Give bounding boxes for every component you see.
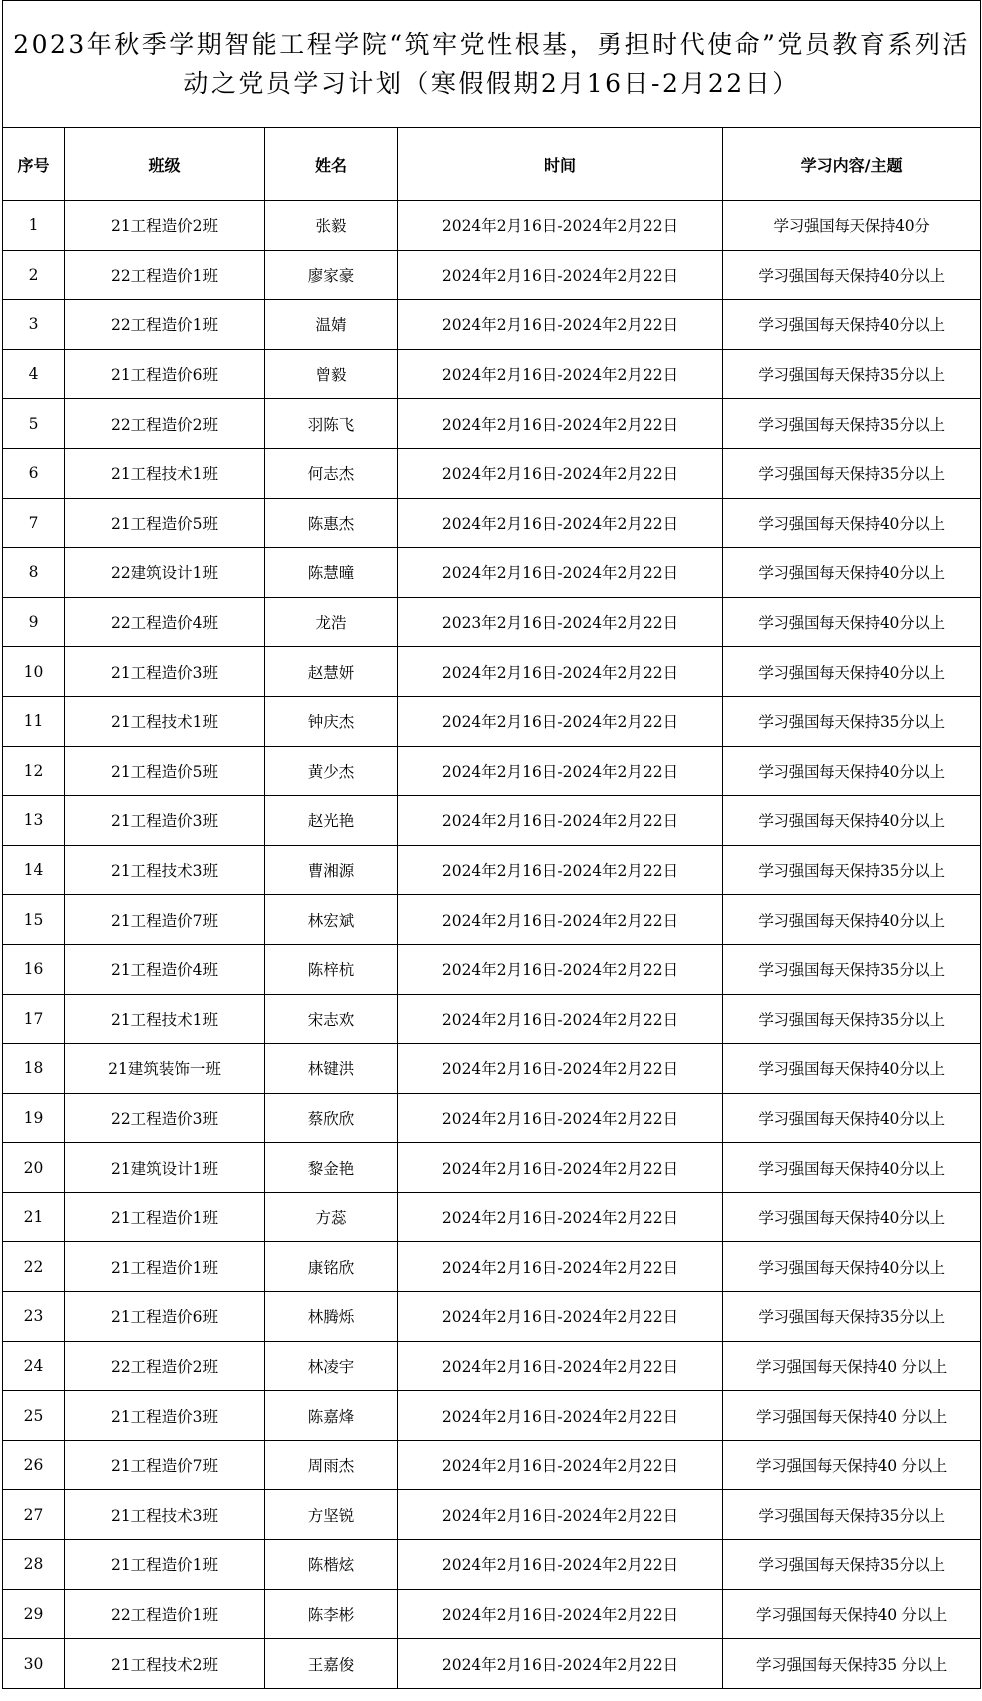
cell-class: 22工程造价1班: [65, 300, 265, 350]
column-header-no: 序号: [3, 128, 65, 201]
table-row: [3, 1044, 981, 1094]
cell-topic: 学习强国每天保持40分以上: [723, 548, 981, 598]
table-row: [3, 1143, 981, 1193]
cell-topic: 学习强国每天保持35分以上: [723, 1292, 981, 1342]
cell-name: 赵慧妍: [265, 647, 398, 697]
cell-topic: 学习强国每天保持40分: [723, 201, 981, 251]
cell-topic: 学习强国每天保持40分以上: [723, 647, 981, 697]
cell-no: 9: [3, 597, 65, 647]
study-plan-table: [2, 0, 981, 1689]
cell-topic: 学习强国每天保持40分以上: [723, 1242, 981, 1292]
cell-class: 21工程技术1班: [65, 696, 265, 746]
table-row: [3, 597, 981, 647]
cell-name: 林凌宇: [265, 1341, 398, 1391]
cell-time: 2024年2月16日-2024年2月22日: [398, 944, 723, 994]
cell-name: 陈梓杭: [265, 944, 398, 994]
cell-time: 2024年2月16日-2024年2月22日: [398, 1292, 723, 1342]
cell-topic: 学习强国每天保持35分以上: [723, 448, 981, 498]
cell-class: 21工程造价1班: [65, 1540, 265, 1590]
table-row: [3, 1192, 981, 1242]
column-header-topic: 学习内容/主题: [723, 128, 981, 201]
table-row: [3, 448, 981, 498]
cell-name: 赵光艳: [265, 796, 398, 846]
cell-topic: 学习强国每天保持35分以上: [723, 1540, 981, 1590]
cell-no: 30: [3, 1639, 65, 1689]
cell-topic: 学习强国每天保持35分以上: [723, 1490, 981, 1540]
cell-topic: 学习强国每天保持40分以上: [723, 1143, 981, 1193]
cell-class: 21工程技术3班: [65, 845, 265, 895]
cell-class: 21工程技术1班: [65, 994, 265, 1044]
cell-name: 陈李彬: [265, 1589, 398, 1639]
cell-topic: 学习强国每天保持40分以上: [723, 895, 981, 945]
table-row: [3, 201, 981, 251]
cell-time: 2024年2月16日-2024年2月22日: [398, 448, 723, 498]
cell-time: 2024年2月16日-2024年2月22日: [398, 349, 723, 399]
cell-no: 21: [3, 1192, 65, 1242]
table-row: [3, 696, 981, 746]
cell-name: 曾毅: [265, 349, 398, 399]
cell-topic: 学习强国每天保持35分以上: [723, 399, 981, 449]
cell-class: 21工程造价1班: [65, 1192, 265, 1242]
cell-no: 26: [3, 1440, 65, 1490]
cell-no: 19: [3, 1093, 65, 1143]
cell-class: 22工程造价4班: [65, 597, 265, 647]
cell-class: 21工程造价5班: [65, 498, 265, 548]
cell-time: 2024年2月16日-2024年2月22日: [398, 1440, 723, 1490]
table-row: [3, 1490, 981, 1540]
column-header-time: 时间: [398, 128, 723, 201]
cell-name: 廖家豪: [265, 250, 398, 300]
cell-topic: 学习强国每天保持35分以上: [723, 944, 981, 994]
cell-time: 2024年2月16日-2024年2月22日: [398, 201, 723, 251]
cell-name: 方蕊: [265, 1192, 398, 1242]
cell-class: 22工程造价1班: [65, 1589, 265, 1639]
table-row: [3, 548, 981, 598]
cell-topic: 学习强国每天保持40 分以上: [723, 1391, 981, 1441]
cell-time: 2024年2月16日-2024年2月22日: [398, 1490, 723, 1540]
cell-name: 王嘉俊: [265, 1639, 398, 1689]
cell-time: 2024年2月16日-2024年2月22日: [398, 1192, 723, 1242]
cell-time: 2024年2月16日-2024年2月22日: [398, 1540, 723, 1590]
table-row: [3, 1540, 981, 1590]
table-row: [3, 1589, 981, 1639]
cell-no: 12: [3, 746, 65, 796]
table-row: [3, 1639, 981, 1689]
cell-class: 21工程造价1班: [65, 1242, 265, 1292]
cell-no: 10: [3, 647, 65, 697]
cell-class: 21工程造价3班: [65, 647, 265, 697]
cell-time: 2024年2月16日-2024年2月22日: [398, 1341, 723, 1391]
cell-time: 2024年2月16日-2024年2月22日: [398, 548, 723, 598]
table-row: [3, 944, 981, 994]
table-row: [3, 349, 981, 399]
cell-name: 张毅: [265, 201, 398, 251]
cell-topic: 学习强国每天保持40分以上: [723, 250, 981, 300]
table-row: [3, 746, 981, 796]
cell-no: 27: [3, 1490, 65, 1540]
cell-time: 2024年2月16日-2024年2月22日: [398, 994, 723, 1044]
cell-name: 康铭欣: [265, 1242, 398, 1292]
cell-class: 22工程造价3班: [65, 1093, 265, 1143]
cell-time: 2024年2月16日-2024年2月22日: [398, 796, 723, 846]
cell-class: 21工程造价3班: [65, 1391, 265, 1441]
cell-no: 17: [3, 994, 65, 1044]
column-header-name: 姓名: [265, 128, 398, 201]
cell-no: 23: [3, 1292, 65, 1342]
cell-class: 21工程造价5班: [65, 746, 265, 796]
cell-name: 陈楷炫: [265, 1540, 398, 1590]
cell-topic: 学习强国每天保持40分以上: [723, 796, 981, 846]
cell-no: 6: [3, 448, 65, 498]
cell-name: 温婧: [265, 300, 398, 350]
cell-name: 林键洪: [265, 1044, 398, 1094]
table-row: [3, 300, 981, 350]
cell-class: 21工程技术2班: [65, 1639, 265, 1689]
cell-topic: 学习强国每天保持40分以上: [723, 1192, 981, 1242]
cell-name: 黄少杰: [265, 746, 398, 796]
cell-no: 7: [3, 498, 65, 548]
cell-topic: 学习强国每天保持40分以上: [723, 1093, 981, 1143]
table-row: [3, 1292, 981, 1342]
cell-topic: 学习强国每天保持35分以上: [723, 349, 981, 399]
cell-time: 2024年2月16日-2024年2月22日: [398, 1143, 723, 1193]
table-row: [3, 1341, 981, 1391]
cell-class: 21工程造价6班: [65, 1292, 265, 1342]
cell-name: 周雨杰: [265, 1440, 398, 1490]
cell-no: 11: [3, 696, 65, 746]
cell-name: 陈慧曈: [265, 548, 398, 598]
cell-name: 陈嘉烽: [265, 1391, 398, 1441]
cell-time: 2024年2月16日-2024年2月22日: [398, 845, 723, 895]
cell-name: 宋志欢: [265, 994, 398, 1044]
cell-time: 2024年2月16日-2024年2月22日: [398, 1044, 723, 1094]
cell-no: 3: [3, 300, 65, 350]
column-header-class: 班级: [65, 128, 265, 201]
cell-time: 2024年2月16日-2024年2月22日: [398, 1391, 723, 1441]
cell-topic: 学习强国每天保持35分以上: [723, 994, 981, 1044]
cell-no: 8: [3, 548, 65, 598]
cell-no: 2: [3, 250, 65, 300]
cell-topic: 学习强国每天保持40分以上: [723, 597, 981, 647]
cell-class: 21工程造价2班: [65, 201, 265, 251]
cell-class: 21工程技术3班: [65, 1490, 265, 1540]
table-header-row: [3, 128, 981, 201]
table-row: [3, 250, 981, 300]
cell-no: 4: [3, 349, 65, 399]
table-row: [3, 647, 981, 697]
cell-topic: 学习强国每天保持35分以上: [723, 845, 981, 895]
cell-class: 22工程造价2班: [65, 399, 265, 449]
cell-topic: 学习强国每天保持40分以上: [723, 746, 981, 796]
cell-name: 蔡欣欣: [265, 1093, 398, 1143]
cell-class: 22工程造价2班: [65, 1341, 265, 1391]
cell-no: 22: [3, 1242, 65, 1292]
table-row: [3, 498, 981, 548]
table-row: [3, 1242, 981, 1292]
cell-no: 1: [3, 201, 65, 251]
cell-no: 16: [3, 944, 65, 994]
cell-time: 2024年2月16日-2024年2月22日: [398, 696, 723, 746]
cell-no: 18: [3, 1044, 65, 1094]
cell-name: 黎金艳: [265, 1143, 398, 1193]
cell-class: 21建筑设计1班: [65, 1143, 265, 1193]
cell-no: 5: [3, 399, 65, 449]
cell-topic: 学习强国每天保持40 分以上: [723, 1440, 981, 1490]
cell-name: 钟庆杰: [265, 696, 398, 746]
cell-topic: 学习强国每天保持40分以上: [723, 300, 981, 350]
cell-topic: 学习强国每天保持35分以上: [723, 696, 981, 746]
table-row: [3, 994, 981, 1044]
cell-class: 21工程技术1班: [65, 448, 265, 498]
table-row: [3, 796, 981, 846]
cell-time: 2024年2月16日-2024年2月22日: [398, 647, 723, 697]
cell-no: 25: [3, 1391, 65, 1441]
cell-topic: 学习强国每天保持40 分以上: [723, 1589, 981, 1639]
cell-name: 陈惠杰: [265, 498, 398, 548]
cell-name: 林腾烁: [265, 1292, 398, 1342]
cell-class: 22工程造价1班: [65, 250, 265, 300]
cell-topic: 学习强国每天保持40分以上: [723, 498, 981, 548]
table-body: [3, 201, 981, 1689]
cell-time: 2024年2月16日-2024年2月22日: [398, 895, 723, 945]
cell-time: 2024年2月16日-2024年2月22日: [398, 300, 723, 350]
cell-name: 方坚锐: [265, 1490, 398, 1540]
cell-time: 2024年2月16日-2024年2月22日: [398, 1242, 723, 1292]
table-row: [3, 399, 981, 449]
cell-class: 22建筑设计1班: [65, 548, 265, 598]
cell-time: 2023年2月16日-2024年2月22日: [398, 597, 723, 647]
page-title: 2023年秋季学期智能工程学院“筑牢党性根基，勇担时代使命”党员教育系列活动之党员学习计划（寒假假期2月16日-2月22日）: [3, 1, 981, 128]
cell-no: 20: [3, 1143, 65, 1193]
cell-class: 21工程造价4班: [65, 944, 265, 994]
cell-topic: 学习强国每天保持40 分以上: [723, 1341, 981, 1391]
table-row: [3, 1093, 981, 1143]
cell-no: 14: [3, 845, 65, 895]
cell-no: 28: [3, 1540, 65, 1590]
cell-time: 2024年2月16日-2024年2月22日: [398, 1093, 723, 1143]
cell-class: 21工程造价6班: [65, 349, 265, 399]
table-row: [3, 895, 981, 945]
table-row: [3, 1391, 981, 1441]
cell-class: 21工程造价7班: [65, 1440, 265, 1490]
table-row: [3, 1440, 981, 1490]
cell-name: 曹湘源: [265, 845, 398, 895]
cell-name: 林宏斌: [265, 895, 398, 945]
cell-class: 21工程造价7班: [65, 895, 265, 945]
cell-name: 何志杰: [265, 448, 398, 498]
cell-time: 2024年2月16日-2024年2月22日: [398, 1589, 723, 1639]
cell-time: 2024年2月16日-2024年2月22日: [398, 1639, 723, 1689]
cell-time: 2024年2月16日-2024年2月22日: [398, 498, 723, 548]
cell-time: 2024年2月16日-2024年2月22日: [398, 250, 723, 300]
cell-name: 羽陈飞: [265, 399, 398, 449]
cell-topic: 学习强国每天保持40分以上: [723, 1044, 981, 1094]
cell-time: 2024年2月16日-2024年2月22日: [398, 399, 723, 449]
cell-class: 21工程造价3班: [65, 796, 265, 846]
cell-time: 2024年2月16日-2024年2月22日: [398, 746, 723, 796]
table-row: [3, 845, 981, 895]
cell-no: 29: [3, 1589, 65, 1639]
cell-class: 21建筑装饰一班: [65, 1044, 265, 1094]
cell-no: 13: [3, 796, 65, 846]
cell-name: 龙浩: [265, 597, 398, 647]
cell-no: 15: [3, 895, 65, 945]
cell-no: 24: [3, 1341, 65, 1391]
cell-topic: 学习强国每天保持35 分以上: [723, 1639, 981, 1689]
